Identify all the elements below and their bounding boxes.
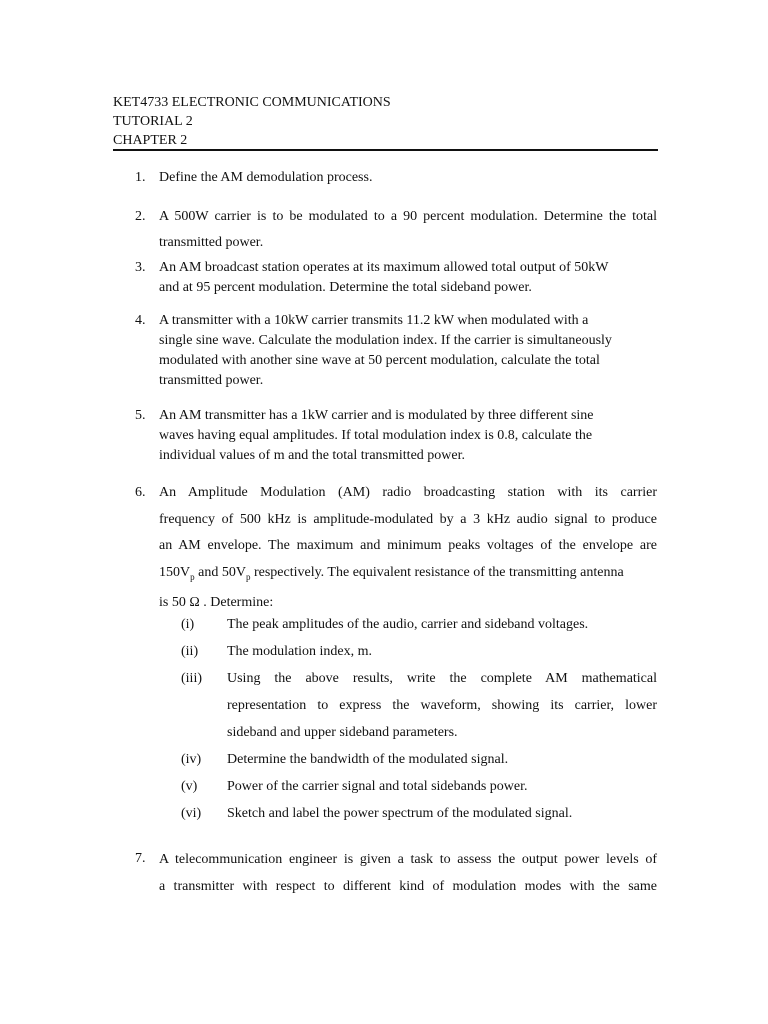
question-number: 7. — [135, 851, 146, 866]
subquestion-number: (iv) — [181, 752, 202, 767]
chapter-title: CHAPTER 2 — [113, 133, 188, 148]
subquestion-text: Sketch and label the power spectrum of the modulated signal. — [227, 806, 573, 821]
question-number: 1. — [135, 170, 146, 185]
subquestion-number: (iii) — [181, 671, 202, 686]
subquestion-number: (v) — [181, 779, 198, 794]
question-text: individual values of m and the total transmitted power. — [159, 448, 465, 463]
question-text: An AM transmitter has a 1kW carrier and is modulated by three different sine — [159, 408, 594, 423]
question-text: An Amplitude Modulation (AM) radio broadcasting station with its carrier — [159, 485, 657, 500]
question-text: transmitted power. — [159, 373, 264, 388]
tutorial-title: TUTORIAL 2 — [113, 114, 193, 129]
question-text: An AM broadcast station operates at its maximum allowed total output of 50kW — [159, 260, 609, 275]
subquestion-text: The modulation index, m. — [227, 644, 373, 659]
subquestion-number: (vi) — [181, 806, 202, 821]
header-rule — [113, 149, 658, 151]
question-text: modulated with another sine wave at 50 percent modulation, calculate the total — [159, 353, 600, 368]
subquestion-text: The peak amplitudes of the audio, carrier and sideband voltages. — [227, 617, 589, 632]
question-text: single sine wave. Calculate the modulation index. If the carrier is simultaneously — [159, 333, 612, 348]
question-number: 4. — [135, 313, 146, 328]
subquestion-number: (i) — [181, 617, 195, 632]
course-title: KET4733 ELECTRONIC COMMUNICATIONS — [113, 95, 391, 110]
question-text: frequency of 500 kHz is amplitude-modulated by a 3 kHz audio signal to produce — [159, 511, 657, 527]
document-header — [113, 93, 658, 150]
question-text: A 500W carrier is to be modulated to a 90 percent modulation. Determine the total — [159, 209, 657, 224]
question-text: Define the AM demodulation process. — [159, 170, 373, 185]
subquestion-text: Using the above results, write the complete AM mathematical — [227, 671, 657, 686]
question-text: is 50 Ω . Determine: — [159, 595, 274, 611]
question-text: A telecommunication engineer is given a task to assess the output power levels of — [159, 852, 657, 867]
subquestion-text: representation to express the waveform, showing its carrier, lower — [227, 698, 657, 713]
question-text: A transmitter with a 10kW carrier transmits 11.2 kW when modulated with a — [159, 313, 589, 328]
question-text: transmitted power. — [159, 235, 264, 250]
question-text: waves having equal amplitudes. If total modulation index is 0.8, calculate the — [159, 428, 593, 443]
question-text-voltages: $150V_p$ and $50V_p$ respectively. The equivalent resistance of the transmitting antenna — [159, 564, 624, 582]
subquestion-text: sideband and upper sideband parameters. — [227, 725, 458, 740]
subquestion-text: Power of the carrier signal and total sidebands power. — [227, 779, 528, 794]
question-number: 3. — [135, 260, 146, 275]
subquestion-text: Determine the bandwidth of the modulated signal. — [227, 752, 509, 767]
question-number: 6. — [135, 485, 146, 500]
question-number: 2. — [135, 209, 146, 224]
subquestion-number: (ii) — [181, 644, 199, 659]
question-number: 5. — [135, 408, 146, 423]
question-text: a transmitter with respect to different kind of modulation modes with the same — [159, 879, 657, 894]
question-text: and at 95 percent modulation. Determine the total sideband power. — [159, 280, 532, 295]
question-text: an AM envelope. The maximum and minimum peaks voltages of the envelope are — [159, 538, 657, 554]
